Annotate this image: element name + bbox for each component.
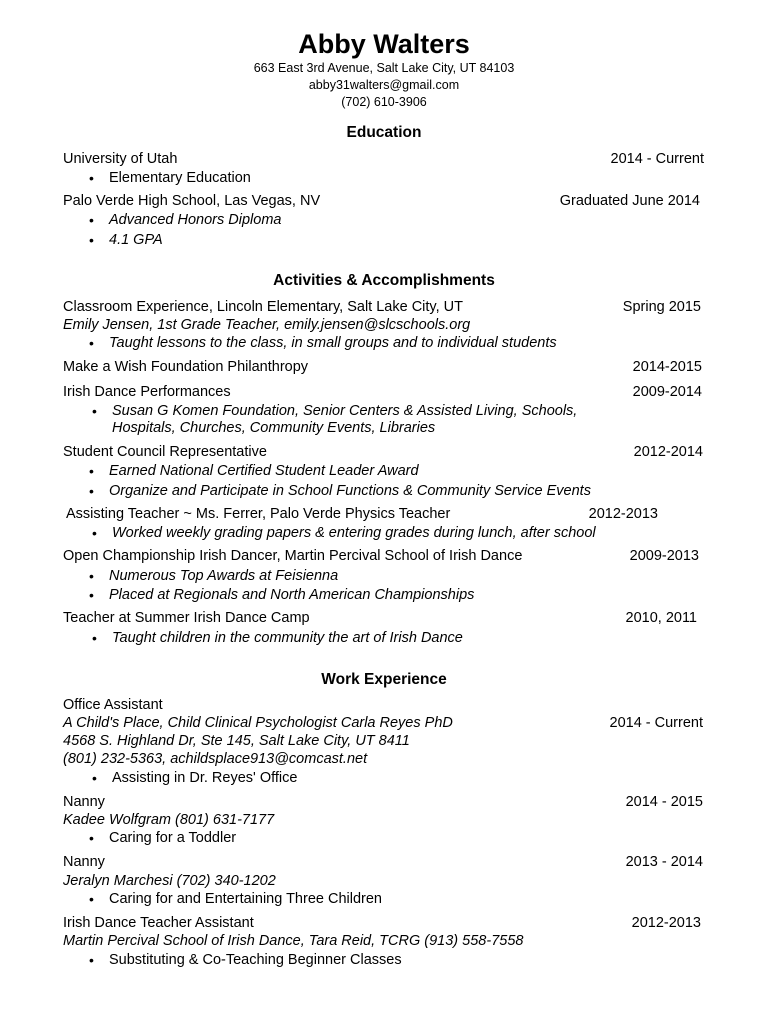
job-date: 2013 - 2014 — [625, 854, 703, 870]
bullet-icon: • — [89, 170, 94, 186]
contact-address: 663 East 3rd Avenue, Salt Lake City, UT 84103 — [253, 61, 515, 75]
activity-title: Classroom Experience, Lincoln Elementary, Salt Lake City, UT — [63, 299, 463, 315]
activity-bullet: Taught lessons to the class, in small groups and to individual students — [109, 335, 557, 351]
job-employer: A Child's Place, Child Clinical Psychologist Carla Reyes PhD — [63, 715, 453, 731]
activity-title: Irish Dance Performances — [63, 384, 231, 400]
activity-subtitle: Emily Jensen, 1st Grade Teacher, emily.jensen@slcschools.org — [63, 317, 471, 333]
edu-bullet: 4.1 GPA — [109, 232, 163, 248]
education-heading: Education — [346, 124, 422, 141]
bullet-icon: • — [89, 232, 94, 248]
edu-school: University of Utah — [63, 151, 178, 167]
work-heading: Work Experience — [321, 671, 447, 688]
bullet-icon: • — [89, 335, 94, 351]
job-title: Office Assistant — [63, 697, 163, 713]
activity-date: 2009-2013 — [629, 548, 699, 564]
activity-bullet: Worked weekly grading papers & entering grades during lunch, after school — [112, 525, 596, 541]
job-bullet: Caring for and Entertaining Three Children — [109, 891, 382, 907]
activity-bullet: Numerous Top Awards at Feisienna — [109, 568, 339, 584]
bullet-icon: • — [92, 403, 97, 419]
job-bullet: Assisting in Dr. Reyes' Office — [112, 770, 298, 786]
bullet-icon: • — [89, 891, 94, 907]
job-bullet: Substituting & Co-Teaching Beginner Classes — [109, 952, 402, 968]
activity-title: Assisting Teacher ~ Ms. Ferrer, Palo Verde Physics Teacher — [66, 506, 451, 522]
activity-date: 2014-2015 — [632, 359, 702, 375]
activity-date: 2012-2013 — [588, 506, 658, 522]
activity-title: Teacher at Summer Irish Dance Camp — [63, 610, 310, 626]
bullet-icon: • — [92, 770, 97, 786]
bullet-icon: • — [92, 630, 97, 646]
resume-name: Abby Walters — [298, 29, 470, 59]
job-employer: Martin Percival School of Irish Dance, Tara Reid, TCRG (913) 558-7558 — [63, 933, 524, 949]
activities-heading: Activities & Accomplishments — [273, 272, 495, 289]
activity-date: 2010, 2011 — [625, 610, 697, 626]
contact-email: abby31walters@gmail.com — [308, 78, 460, 92]
edu-date: 2014 - Current — [610, 151, 704, 167]
activity-date: Spring 2015 — [622, 299, 701, 315]
job-contact: (801) 232-5363, achildsplace913@comcast.net — [63, 751, 368, 767]
bullet-icon: • — [89, 483, 94, 499]
bullet-icon: • — [89, 212, 94, 228]
contact-phone: (702) 610-3906 — [341, 95, 427, 109]
job-address: 4568 S. Highland Dr, Ste 145, Salt Lake City, UT 8411 — [63, 733, 410, 749]
job-title: Irish Dance Teacher Assistant — [63, 915, 254, 931]
job-bullet: Caring for a Toddler — [109, 830, 237, 846]
activity-bullet-continued: Hospitals, Churches, Community Events, Libraries — [112, 420, 436, 436]
bullet-icon: • — [89, 463, 94, 479]
job-title: Nanny — [63, 854, 105, 870]
job-date: 2014 - 2015 — [625, 794, 703, 810]
edu-bullet: Advanced Honors Diploma — [109, 212, 282, 228]
bullet-icon: • — [89, 830, 94, 846]
bullet-icon: • — [89, 587, 94, 603]
activity-date: 2012-2014 — [633, 444, 703, 460]
edu-bullet: Elementary Education — [109, 170, 251, 186]
activity-title: Open Championship Irish Dancer, Martin Percival School of Irish Dance — [63, 548, 523, 564]
activity-bullet: Placed at Regionals and North American Championships — [109, 587, 475, 603]
activity-bullet: Susan G Komen Foundation, Senior Centers & Assisted Living, Schools, — [112, 403, 578, 419]
job-date: 2014 - Current — [609, 715, 703, 731]
activity-title: Student Council Representative — [63, 444, 267, 460]
activity-date: 2009-2014 — [632, 384, 702, 400]
activity-bullet: Taught children in the community the art of Irish Dance — [112, 630, 463, 646]
activity-bullet: Earned National Certified Student Leader Award — [109, 463, 419, 479]
bullet-icon: • — [89, 568, 94, 584]
job-title: Nanny — [63, 794, 105, 810]
activity-title: Make a Wish Foundation Philanthropy — [63, 359, 309, 375]
edu-date: Graduated June 2014 — [559, 193, 700, 209]
job-employer: Jeralyn Marchesi (702) 340-1202 — [63, 873, 276, 889]
activity-bullet: Organize and Participate in School Functions & Community Service Events — [109, 483, 591, 499]
bullet-icon: • — [89, 952, 94, 968]
bullet-icon: • — [92, 525, 97, 541]
edu-school: Palo Verde High School, Las Vegas, NV — [63, 193, 321, 209]
job-date: 2012-2013 — [631, 915, 701, 931]
job-employer: Kadee Wolfgram (801) 631-7177 — [63, 812, 275, 828]
